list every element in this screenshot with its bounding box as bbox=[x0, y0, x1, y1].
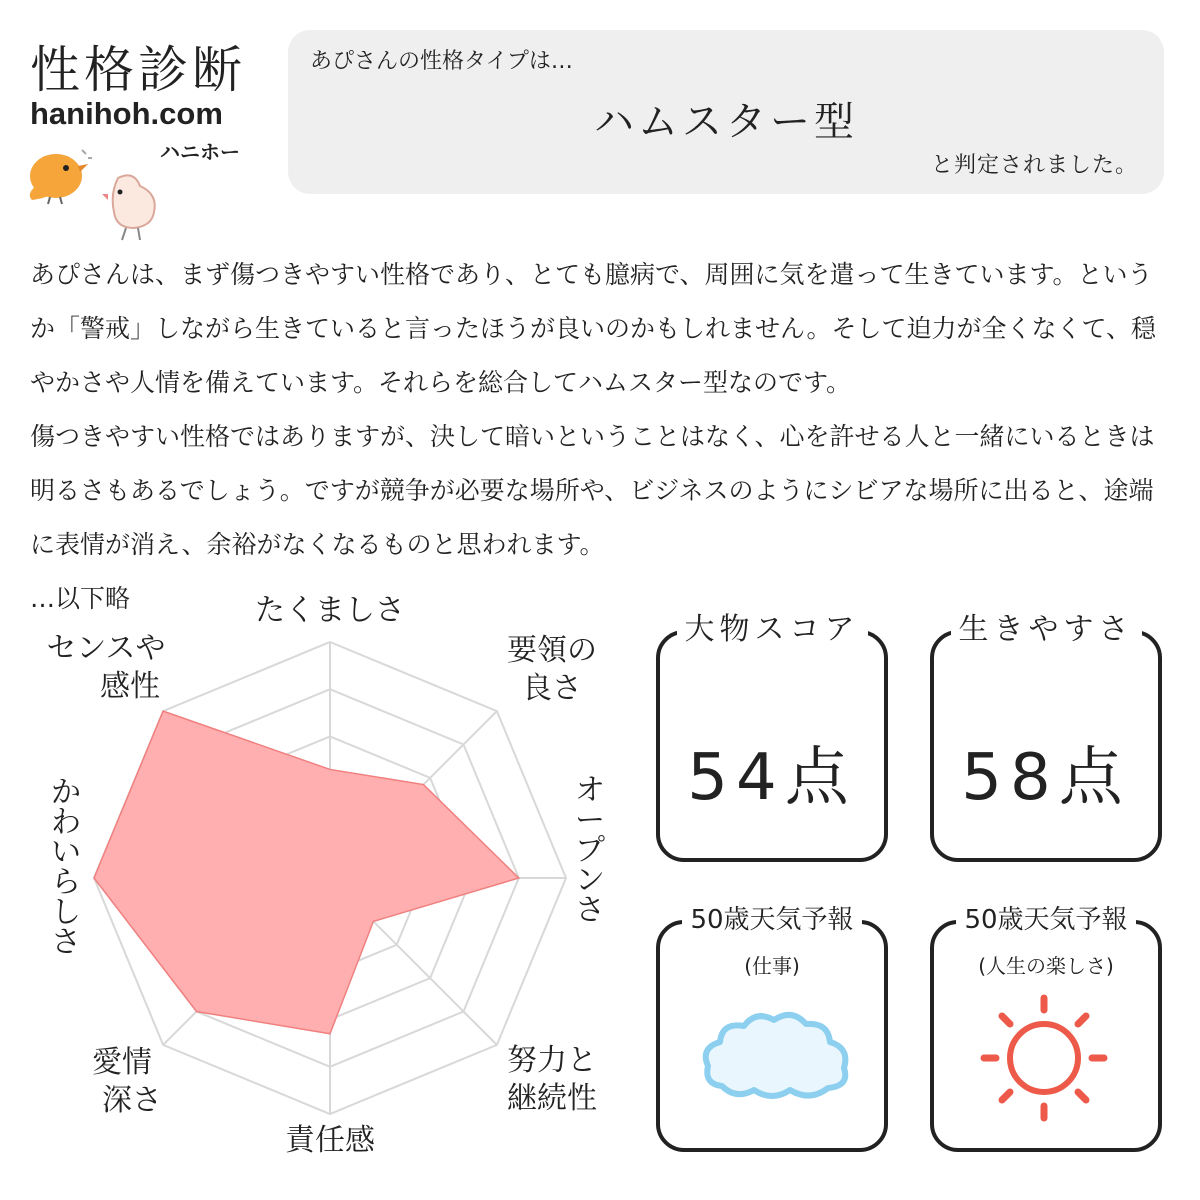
logo-domain: hanihoh.com bbox=[30, 96, 223, 131]
result-outro: と判定されました。 bbox=[930, 153, 1138, 178]
forecast-card-sub: (人生の楽しさ) bbox=[978, 954, 1114, 978]
forecast-card-work bbox=[656, 905, 888, 1152]
score-card-ikiyasusa bbox=[930, 612, 1162, 862]
description bbox=[30, 248, 1170, 626]
result-box bbox=[288, 30, 1164, 194]
radar-axis-label: 責任感 bbox=[285, 1123, 375, 1158]
score-card-title: 大物スコア bbox=[677, 610, 868, 650]
radar-axis-label: 愛情深さ bbox=[92, 1045, 162, 1118]
radar-axis-label: オープンさ bbox=[575, 773, 605, 928]
score-card-title: 生きやすさ bbox=[951, 610, 1142, 650]
forecast-card-life bbox=[930, 905, 1162, 1152]
cloud-icon bbox=[660, 924, 884, 1148]
result-intro: あぴさんの性格タイプは… bbox=[310, 49, 573, 74]
description-omitted: …以下略 bbox=[30, 584, 131, 613]
logo-title: 性格診断 bbox=[30, 41, 246, 99]
radar-chart bbox=[0, 590, 650, 1200]
orange-chick-icon bbox=[22, 144, 92, 206]
radar-area bbox=[94, 711, 519, 1034]
logo-kana: ハニホー bbox=[160, 140, 240, 164]
result-type: ハムスター型 bbox=[594, 99, 858, 145]
white-chick-icon bbox=[100, 172, 164, 242]
radar-axis-label: 努力と継続性 bbox=[507, 1043, 597, 1116]
radar-axis-label: かわいらしさ bbox=[51, 775, 81, 960]
radar-axis-label: 要領の良さ bbox=[507, 633, 597, 706]
sun-icon bbox=[934, 924, 1158, 1148]
score-card-ohmono bbox=[656, 612, 888, 862]
forecast-card-sub: (仕事) bbox=[744, 954, 800, 978]
score-card-value: 54点 bbox=[687, 741, 857, 815]
radar-axis-label: センスや感性 bbox=[46, 631, 166, 704]
forecast-card-title: 50歳天気予報 bbox=[682, 900, 861, 940]
radar-axis-label: たくましさ bbox=[255, 593, 405, 628]
forecast-card-title: 50歳天気予報 bbox=[956, 900, 1135, 940]
description-paragraph-2: 傷つきやすい性格ではありますが、決して暗いということはなく、心を許せる人と一緒にいるときは明るさもあるでしょう。ですが競争が必要な場所や、ビジネスのようにシビアな場所に出ると、途端に表情が消え、余裕がなくなるものと思われます。 bbox=[30, 422, 1155, 559]
score-card-value: 58点 bbox=[961, 741, 1131, 815]
description-paragraph-1: あぴさんは、まず傷つきやすい性格であり、とても臆病で、周囲に気を遣って生きています。というか「警戒」しながら生きていると言ったほうが良いのかもしれません。そして迫力が全くなくて、穏やかさや人情を備えています。それらを総合してハムスター型なのです。 bbox=[30, 260, 1157, 397]
